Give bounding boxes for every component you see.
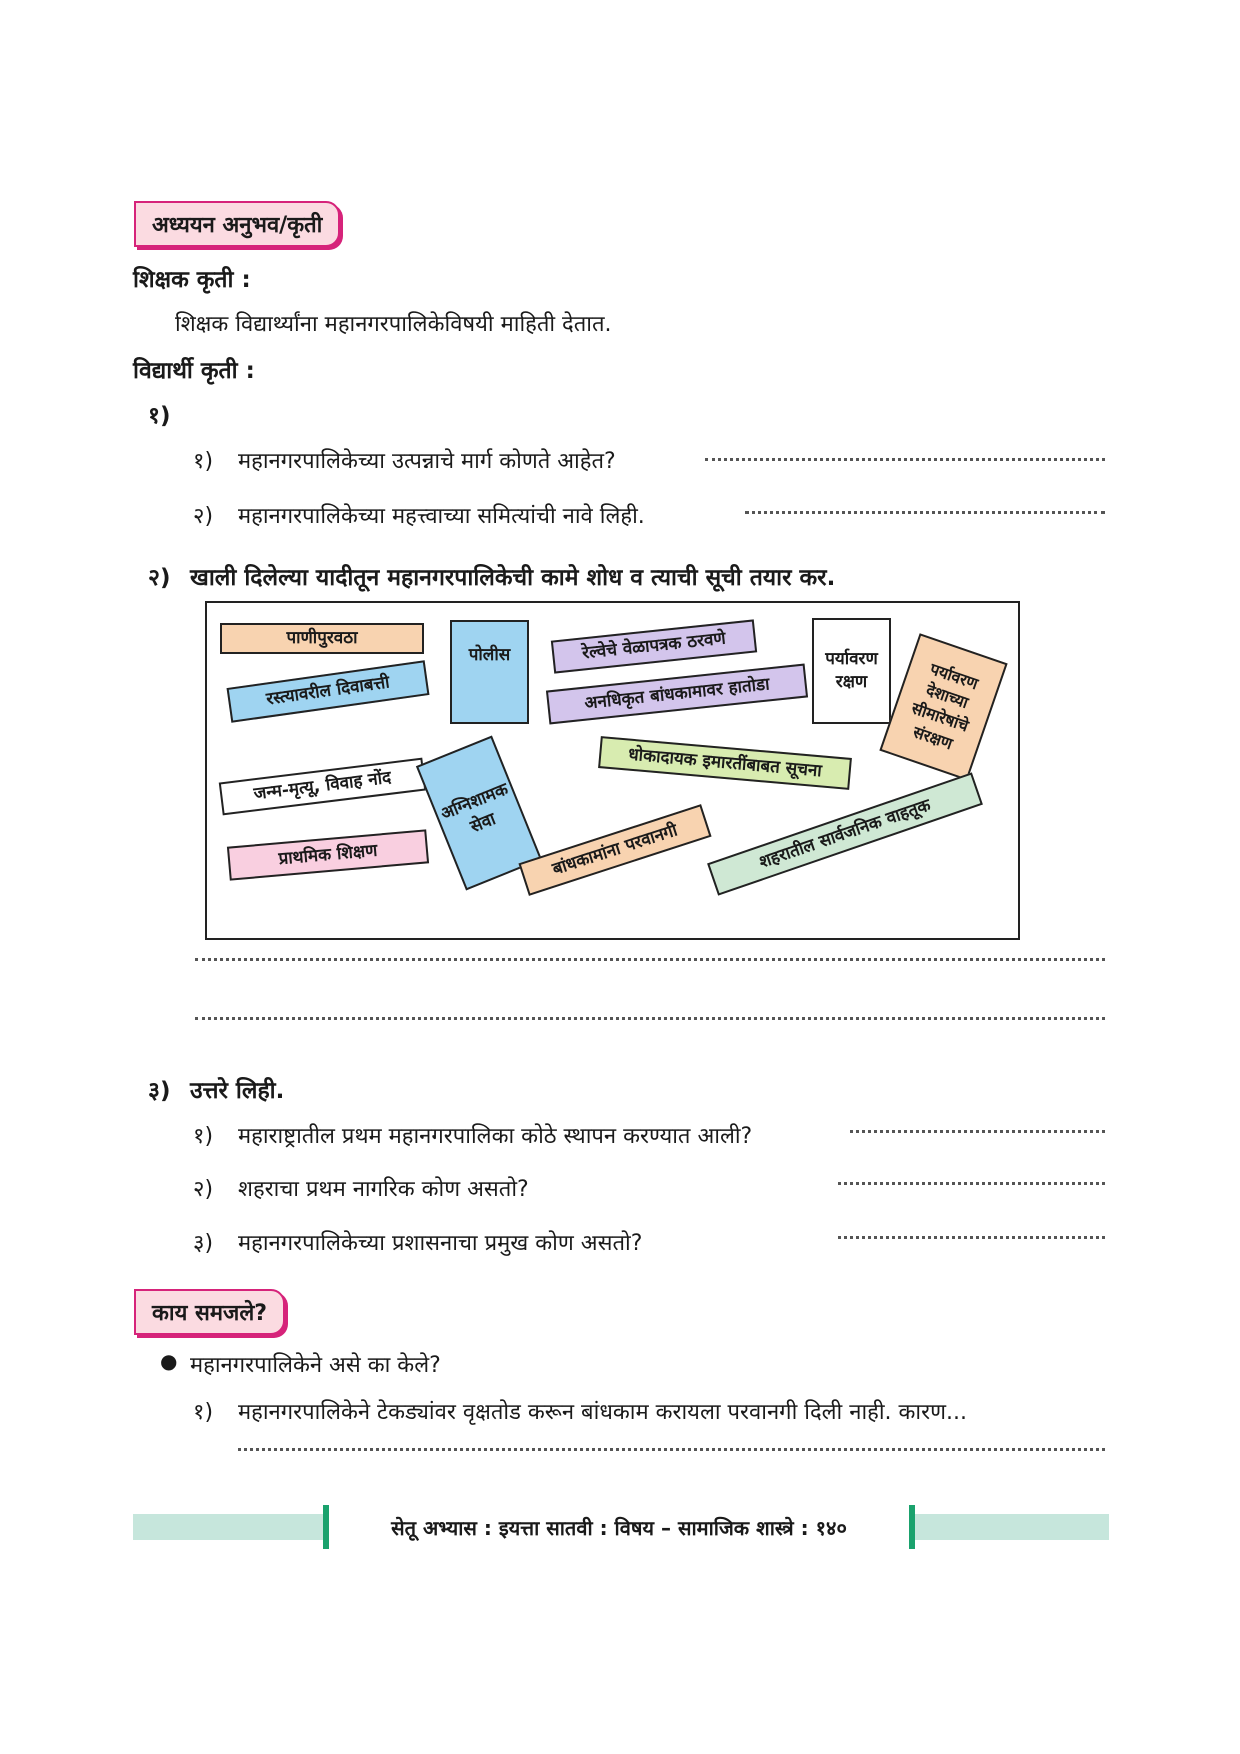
card-birth-death-marriage: जन्म-मृत्यू, विवाह नोंद — [219, 758, 426, 816]
card-water-supply: पाणीपुरवठा — [220, 623, 424, 654]
q3-item3-number: ३) — [193, 1231, 214, 1256]
card-environment-protection: पर्यावरण रक्षण — [812, 618, 891, 724]
teacher-label: शिक्षक कृती : — [133, 267, 251, 293]
q2-text: खाली दिलेल्या यादीतून महानगरपालिकेची कामे शोध व त्याची सूची तयार कर. — [190, 565, 836, 591]
answer-line[interactable] — [850, 1130, 1105, 1133]
answer-line[interactable] — [838, 1236, 1105, 1239]
q3-item3-text: महानगरपालिकेच्या प्रशासनाचा प्रमुख कोण असतो? — [238, 1231, 643, 1256]
bullet-icon: ● — [160, 1349, 178, 1373]
q3-item1-number: १) — [193, 1124, 214, 1149]
card-construction-permission: बांधकामांना परवानगी — [518, 804, 711, 896]
activity-heading — [134, 201, 340, 247]
activity-heading-text: अध्ययन अनुभव/कृती — [152, 213, 323, 238]
q3-number: ३) — [148, 1078, 171, 1104]
q1-item1-number: १) — [193, 449, 214, 474]
card-border-protection: पर्यावरण देशाच्या सीमारेषांचे संरक्षण — [879, 633, 1007, 781]
q3-text: उत्तरे लिही. — [190, 1078, 285, 1104]
card-street-lights: रस्त्यावरील दिवाबत्ती — [227, 660, 430, 722]
footer — [323, 1505, 915, 1549]
q2-number: २) — [148, 565, 171, 591]
understood-heading-text: काय समजले? — [152, 1301, 268, 1326]
answer-line[interactable] — [705, 458, 1105, 461]
answer-line[interactable] — [745, 511, 1105, 514]
answer-line[interactable] — [838, 1182, 1105, 1185]
card-illegal-construction: अनधिकृत बांधकामावर हातोडा — [546, 664, 808, 725]
footer-text: सेतू अभ्यास : इयत्ता सातवी : विषय – सामाजिक शास्त्रे : १४० — [391, 1515, 847, 1540]
q1-item2-text: महानगरपालिकेच्या महत्त्वाच्या समित्यांची नावे लिही. — [238, 504, 645, 529]
teacher-text: शिक्षक विद्यार्थ्यांना महानगरपालिकेविषयी माहिती देतात. — [175, 312, 612, 337]
q3-item1-text: महाराष्ट्रातील प्रथम महानगरपालिका कोठे स्थापन करण्यात आली? — [238, 1124, 753, 1149]
card-railway-timetable: रेल्वेचे वेळापत्रक ठरवणे — [551, 619, 757, 673]
answer-line[interactable] — [195, 1017, 1105, 1020]
q1-item2-number: २) — [193, 504, 214, 529]
card-primary-education: प्राथमिक शिक्षण — [227, 829, 429, 880]
answer-line[interactable] — [195, 958, 1105, 961]
bullet-text: महानगरपालिकेने असे का केले? — [190, 1353, 441, 1378]
reason-item-text: महानगरपालिकेने टेकड्यांवर वृक्षतोड करून बांधकाम करायला परवानगी दिली नाही. कारण... — [238, 1400, 968, 1425]
q3-item2-text: शहराचा प्रथम नागरिक कोण असतो? — [238, 1177, 529, 1202]
card-public-transport: शहरातील सार्वजनिक वाहतूक — [707, 772, 983, 895]
student-label: विद्यार्थी कृती : — [133, 358, 255, 384]
understood-heading — [134, 1289, 285, 1335]
reason-item-number: १) — [193, 1400, 214, 1425]
answer-line[interactable] — [238, 1448, 1105, 1451]
word-cards-frame — [205, 601, 1020, 940]
card-fire-service: अग्निशामक सेवा — [416, 736, 542, 891]
card-police: पोलीस — [450, 620, 529, 724]
q1-item1-text: महानगरपालिकेच्या उत्पन्नाचे मार्ग कोणते आहेत? — [238, 449, 616, 474]
q1-number: १) — [148, 403, 171, 429]
q3-item2-number: २) — [193, 1177, 214, 1202]
card-dangerous-buildings: धोकादायक इमारतींबाबत सूचना — [598, 736, 852, 790]
